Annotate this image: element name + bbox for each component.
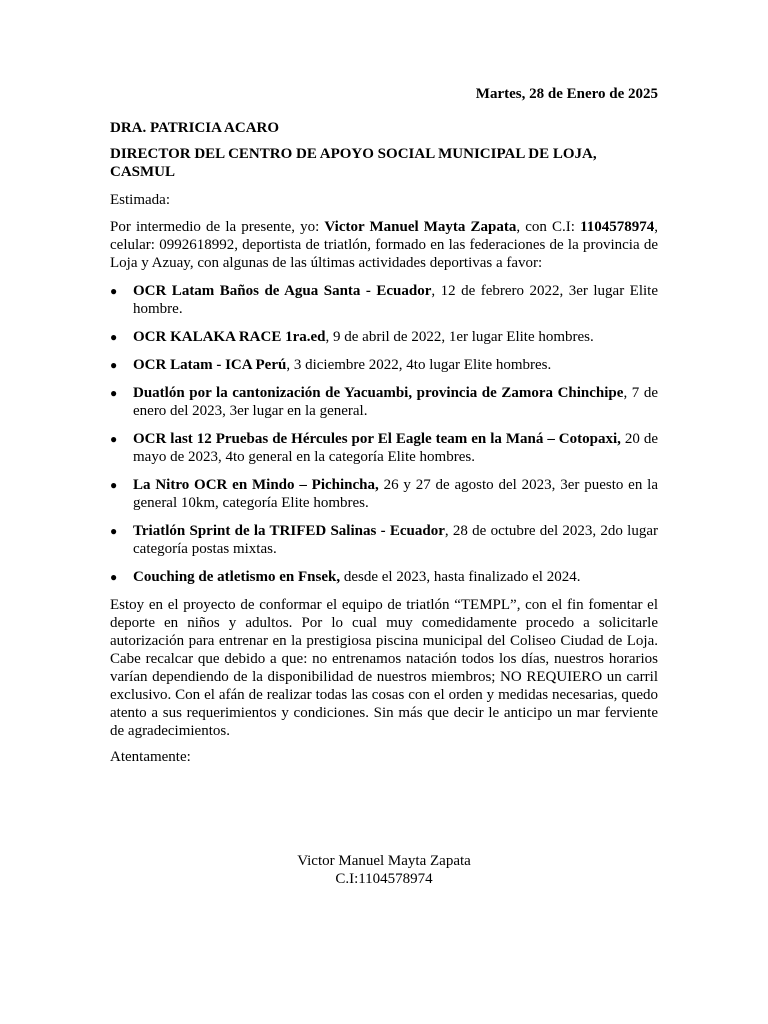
achievement-detail: , 3 diciembre 2022, 4to lugar Elite hombres. [286, 357, 552, 373]
achievement-title: Duatlón por la cantonización de Yacuambi, provincia de Zamora Chinchipe [133, 385, 624, 401]
achievement-item [110, 356, 658, 374]
achievement-detail: , 9 de abril de 2022, 1er lugar Elite hombres. [325, 329, 594, 345]
signature-name: Victor Manuel Mayta Zapata [297, 853, 471, 869]
intro-text-3: , celular: 0992618992, deportista de triatlón, formado en las federaciones de la provincia de Loja y Azuay, con algunas de las últimas actividades deportivas a favor: [110, 219, 658, 271]
achievement-item [110, 430, 658, 466]
bullet-icon: ● [110, 386, 118, 400]
achievement-title: OCR Latam - ICA Perú [133, 357, 287, 373]
achievement-item [110, 328, 658, 346]
achievement-title: OCR KALAKA RACE 1ra.ed [133, 329, 326, 345]
achievement-detail: desde el 2023, hasta finalizado el 2024. [340, 569, 581, 585]
achievement-detail: 20 de mayo de 2023, 4to general en la categoría Elite hombres. [133, 431, 658, 465]
recipient-name: DRA. PATRICIA ACARO [110, 120, 280, 136]
achievement-detail: , 28 de octubre del 2023, 2do lugar categoría postas mixtas. [133, 523, 658, 557]
signature-block [110, 852, 658, 888]
sender-ci: 1104578974 [580, 219, 655, 235]
intro-text-2: , con C.I: [516, 219, 581, 235]
recipient-title: DIRECTOR DEL CENTRO DE APOYO SOCIAL MUNICIPAL DE LOJA, CASMUL [110, 146, 597, 180]
achievement-title: OCR Latam Baños de Agua Santa - Ecuador [133, 283, 432, 299]
intro-text-1: Por intermedio de la presente, yo: [110, 219, 325, 235]
bullet-icon: ● [110, 358, 118, 372]
bullet-icon: ● [110, 570, 118, 584]
letter-date: Martes, 28 de Enero de 2025 [475, 86, 658, 102]
bullet-icon: ● [110, 478, 118, 492]
intro-paragraph [110, 218, 658, 272]
bullet-icon: ● [110, 284, 118, 298]
achievement-detail: , 7 de enero del 2023, 3er lugar en la general. [133, 385, 658, 419]
achievement-item [110, 476, 658, 512]
achievement-title: Triatlón Sprint de la TRIFED Salinas - Ecuador [133, 523, 445, 539]
sender-name: Victor Manuel Mayta Zapata [324, 219, 517, 235]
signature-ci: C.I:1104578974 [335, 871, 433, 887]
achievement-title: Couching de atletismo en Fnsek, [133, 569, 341, 585]
letter-page [110, 85, 658, 887]
achievement-detail: 26 y 27 de agosto del 2023, 3er puesto en la general 10km, categoría Elite hombres. [133, 477, 658, 511]
achievement-item [110, 522, 658, 558]
bullet-icon: ● [110, 330, 118, 344]
bullet-icon: ● [110, 524, 118, 538]
achievements-list [110, 282, 658, 586]
achievement-item [110, 282, 658, 318]
body-paragraph: Estoy en el proyecto de conformar el equipo de triatlón “TEMPL”, con el fin fomentar el deporte en niños y adultos. Por lo cual muy comedidamente procedo a solicitarle autorización para entrenar en la prestigiosa piscina municipal del Coliseo Ciudad de Loja. Cabe recalcar que debido a que: no entrenamos natación todos los días, nuestros horarios varían dependiendo de la disponibilidad de nuestros miembros; NO REQUIERO un carril exclusivo. Con el afán de realizar todas las cosas con el orden y medidas necesarias, quedo atento a sus requerimientos y condiciones. Sin más que decir le anticipo un mar ferviente de agradecimientos. [110, 597, 658, 739]
greeting: Estimada: [110, 192, 170, 208]
achievement-detail: , 12 de febrero 2022, 3er lugar Elite hombre. [133, 283, 658, 317]
bullet-icon: ● [110, 432, 118, 446]
achievement-title: La Nitro OCR en Mindo – Pichincha, [133, 477, 379, 493]
achievement-item [110, 568, 658, 586]
achievement-title: OCR last 12 Pruebas de Hércules por El Eagle team en la Maná – Cotopaxi, [133, 431, 621, 447]
closing: Atentamente: [110, 749, 191, 765]
achievement-item [110, 384, 658, 420]
